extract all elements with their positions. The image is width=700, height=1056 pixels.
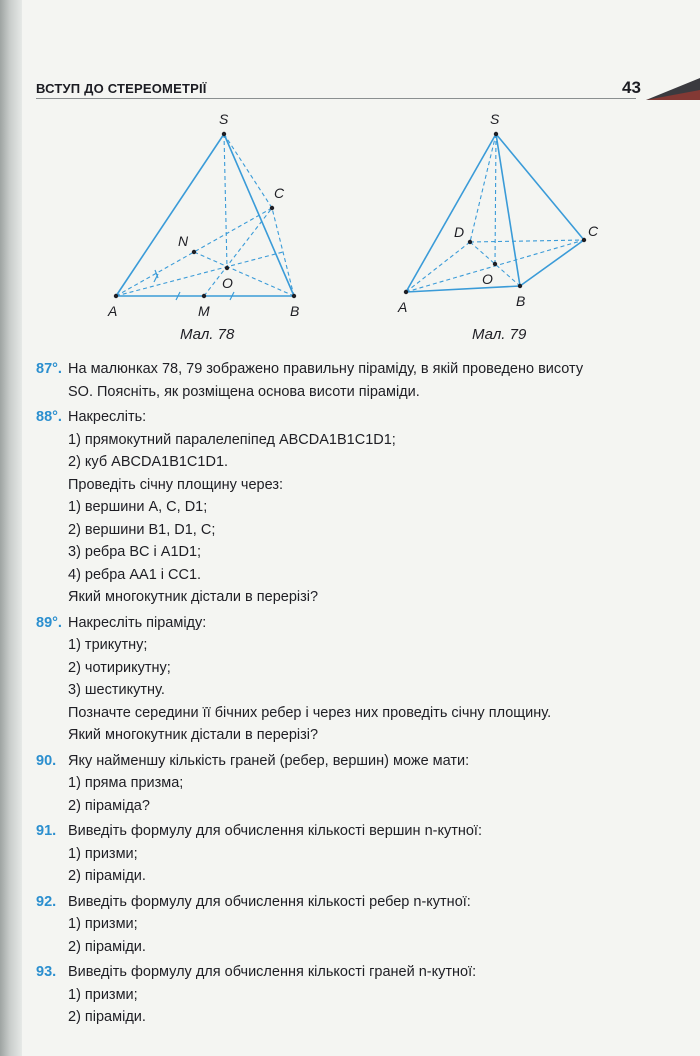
exercise-text: Виведіть формулу для обчислення кількості ребер n-кутної: xyxy=(68,893,471,910)
book-spine-shadow xyxy=(0,0,22,1056)
figure-78-triangular-pyramid xyxy=(100,106,320,320)
exercise-number: 91. xyxy=(36,823,57,839)
section-title: ВСТУП ДО СТЕРЕОМЕТРІЇ xyxy=(36,81,207,96)
exercise-text: Проведіть січну площину через: xyxy=(68,476,284,493)
exercise-text: Виведіть формулу для обчислення кількості граней n-кутної: xyxy=(68,964,477,980)
label-S: S xyxy=(219,111,229,127)
list-item: 2) піраміди. xyxy=(68,1009,146,1025)
exercise-text: Накресліть піраміду: xyxy=(68,614,207,631)
edge-SC xyxy=(496,134,584,240)
exercise-text: Яку найменшу кількість граней (ребер, вершин) може мати: xyxy=(68,752,470,769)
exercise-question: Який многокутник дістали в перерізі? xyxy=(68,727,319,743)
edge-AD xyxy=(406,242,470,292)
edge-SC xyxy=(224,134,272,208)
label-O: O xyxy=(482,271,493,287)
label-B: B xyxy=(516,293,526,309)
edge-BC xyxy=(520,240,584,286)
list-item: 2) чотирикутну; xyxy=(68,659,171,676)
label-A: A xyxy=(398,299,408,315)
exercise-93 xyxy=(36,961,656,1029)
exercise-89 xyxy=(36,612,656,747)
list-item: 1) вершини A, C, D1; xyxy=(68,499,208,515)
list-item: 3) ребра BC і A1D1; xyxy=(68,544,202,560)
exercise-number: 90. xyxy=(36,752,57,769)
exercise-number: 93. xyxy=(36,964,57,980)
list-item: 2) куб ABCDA1B1C1D1. xyxy=(68,454,229,470)
label-B: B xyxy=(290,303,300,319)
exercise-text: SO. Поясніть, як розміщена основа висоти піраміди. xyxy=(68,383,420,400)
list-item: 2) піраміди. xyxy=(68,938,146,955)
edge-SD xyxy=(470,134,496,242)
figure-79-quadrilateral-pyramid xyxy=(392,104,612,320)
list-item: 1) пряма призма; xyxy=(68,775,184,791)
exercise-90 xyxy=(36,750,656,818)
exercise-91 xyxy=(36,820,656,888)
list-item: 1) прямокутний паралелепіпед ABCDA1B1C1D1; xyxy=(68,431,396,448)
list-item: 1) призми; xyxy=(68,916,138,932)
label-C: C xyxy=(274,185,285,201)
list-item: 2) піраміди. xyxy=(68,868,146,884)
list-item: 1) трикутну; xyxy=(68,637,148,653)
label-A: A xyxy=(108,303,118,319)
median-CM xyxy=(204,208,272,296)
exercise-text: На малюнках 78, 79 зображено правильну піраміду, в якій проведено висоту xyxy=(68,361,584,377)
exercise-text: Накресліть: xyxy=(68,409,147,425)
exercise-text: Позначте середини її бічних ребер і через них проведіть січну площину. xyxy=(68,704,552,721)
list-item: 2) вершини B1, D1, C; xyxy=(68,521,216,538)
exercise-number: 88°. xyxy=(36,409,62,425)
exercise-87 xyxy=(36,358,656,403)
header-rule xyxy=(36,98,636,99)
page-number: 43 xyxy=(622,78,641,97)
label-S: S xyxy=(490,111,500,127)
list-item: 1) призми; xyxy=(68,845,138,862)
label-N: N xyxy=(178,233,189,249)
exercise-list xyxy=(36,358,656,1029)
corner-tab-icon xyxy=(646,78,700,100)
exercise-number: 87°. xyxy=(36,361,62,377)
edge-DC xyxy=(470,240,584,242)
exercise-88 xyxy=(36,406,656,609)
label-C: C xyxy=(588,223,599,239)
label-O: O xyxy=(222,275,233,291)
exercise-number: 89°. xyxy=(36,614,62,631)
figure-79-caption: Мал. 79 xyxy=(472,326,527,343)
list-item: 3) шестикутну. xyxy=(68,682,165,698)
exercise-question: Який многокутник дістали в перерізі? xyxy=(68,589,319,605)
list-item: 1) призми; xyxy=(68,986,138,1003)
edge-SA xyxy=(406,134,496,292)
exercise-text: Виведіть формулу для обчислення кількості вершин n-кутної: xyxy=(68,823,482,839)
label-D: D xyxy=(454,224,465,240)
exercise-number: 92. xyxy=(36,893,57,910)
label-M: M xyxy=(198,303,210,319)
list-item: 4) ребра AA1 і CC1. xyxy=(68,566,202,583)
list-item: 2) піраміда? xyxy=(68,797,150,814)
height-SO xyxy=(224,134,227,268)
figure-78-caption: Мал. 78 xyxy=(180,326,235,343)
exercise-92 xyxy=(36,891,656,959)
running-header xyxy=(36,78,700,100)
edge-SB xyxy=(496,134,520,286)
height-SO xyxy=(495,134,496,264)
